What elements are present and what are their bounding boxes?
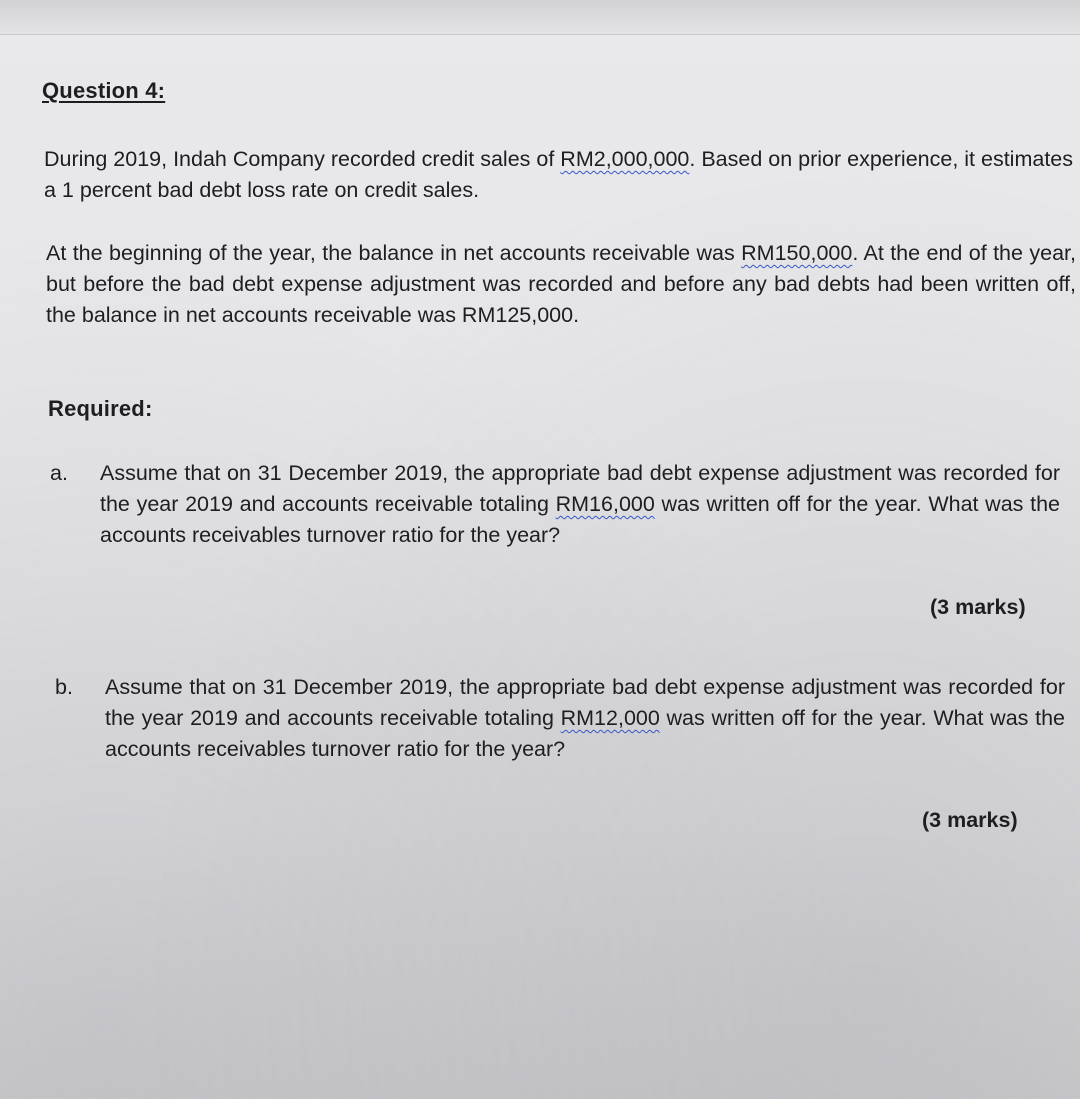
question-title: Question 4: <box>42 78 166 103</box>
item-b-text-before: Assume that on 31 December 2019, the appropriate bad debt expense adjustment was recorded for the year 2019 and accounts receivable totaling <box>105 675 1065 730</box>
item-b-marker: b. <box>55 675 73 699</box>
item-a-text-before: Assume that on 31 December 2019, the appropriate bad debt expense adjustment was recorded for the year 2019 and accounts receivable totaling <box>100 461 1060 516</box>
item-b-text-after: was written off for the year. What was the accounts receivables turnover ratio for the year? <box>105 706 1065 761</box>
required-item-a <box>50 458 1060 588</box>
item-a-marks: (3 marks) <box>930 595 1026 619</box>
item-b-text <box>105 672 1065 765</box>
required-item-b <box>55 672 1065 802</box>
item-b-written-off-amount: RM12,000 <box>560 706 660 730</box>
item-a-text <box>100 458 1060 551</box>
item-a-text-after: was written off for the year. What was the accounts receivables turnover ratio for the year? <box>100 492 1060 547</box>
required-title: Required: <box>48 396 153 421</box>
question-paragraph-1 <box>44 144 1080 206</box>
item-a-marker: a. <box>50 461 68 485</box>
credit-sales-amount: RM2,000,000 <box>560 147 690 171</box>
item-b-marks: (3 marks) <box>922 808 1018 832</box>
paragraph-1-text-after: . Based on prior experience, it estimates a 1 percent bad debt loss rate on credit sales. <box>44 147 1073 202</box>
paragraph-1-text-before: During 2019, Indah Company recorded credit sales of <box>44 147 561 171</box>
paragraph-2-text-after: . At the end of the year, but before the bad debt expense adjustment was recorded and before any bad debts had been written off, the balance in net accounts receivable was RM125,000. <box>46 241 1076 327</box>
question-paragraph-2 <box>46 238 1076 331</box>
item-a-written-off-amount: RM16,000 <box>555 492 655 516</box>
beginning-receivable-amount: RM150,000 <box>741 241 853 265</box>
paragraph-2-text-before: At the beginning of the year, the balance in net accounts receivable was <box>46 241 742 265</box>
